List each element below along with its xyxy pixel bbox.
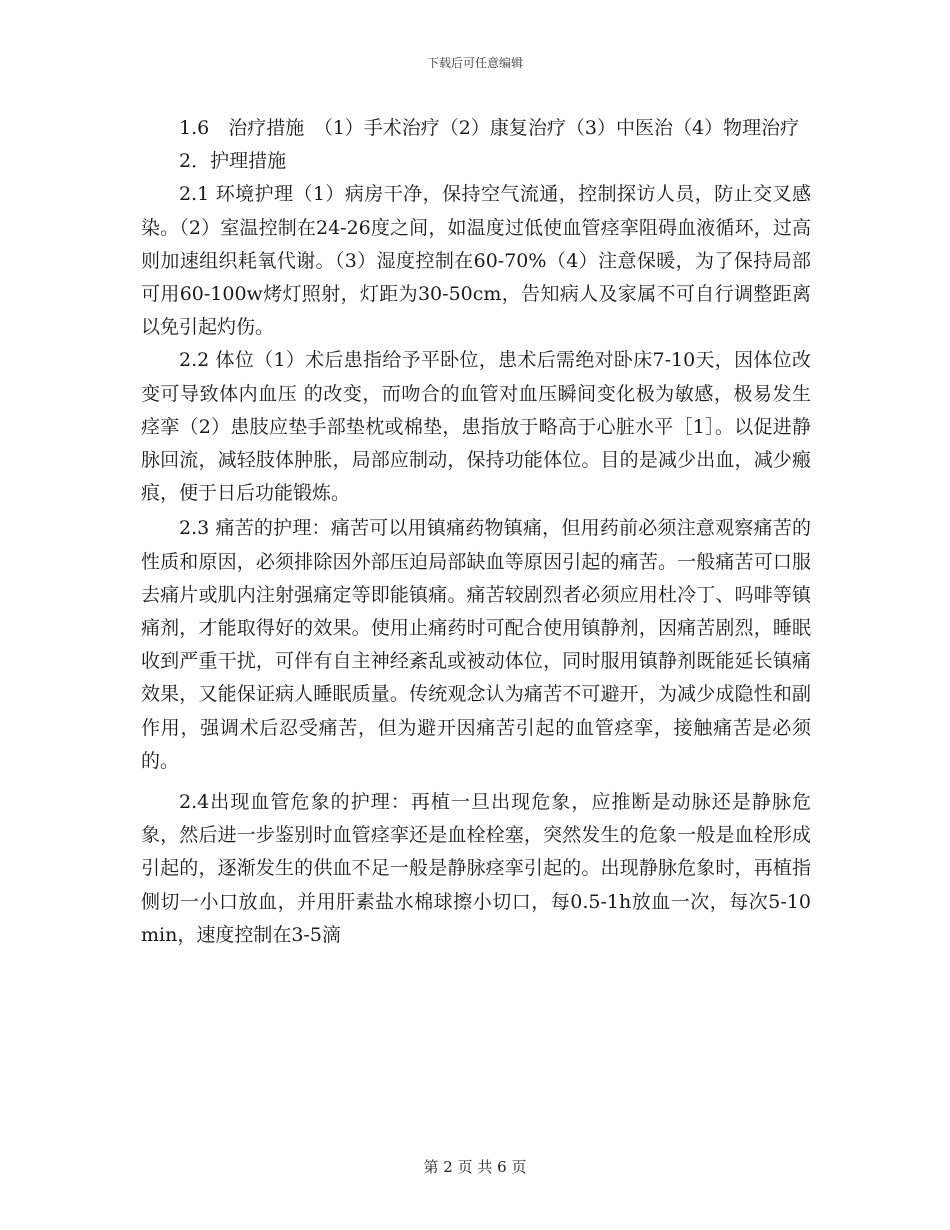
paragraph-pain-care: 2.3 痛苦的护理：痛苦可以用镇痛药物镇痛，但用药前必须注意观察痛苦的性质和原因，必须排除因外部压迫局部缺血等原因引起的痛苦。一般痛苦可口服去痛片或肌内注射强痛定等即能镇痛。痛苦较剧烈者必须应用杜冷丁、吗啡等镇痛剂，才能取得好的效果。使用止痛药时可配合使用镇静剂，因痛苦剧烈，睡眠收到严重干扰，可伴有自主神经紊乱或被动体位，同时服用镇静剂既能延长镇痛效果，又能保证病人睡眠质量。传统观念认为痛苦不可避开，为减少成隐性和副作用，强调术后忍受痛苦，但为避开因痛苦引起的血管痉挛，接触痛苦是必须的。 bbox=[141, 517, 811, 772]
paragraph-nursing-measures-heading: 2．护理措施 bbox=[179, 150, 287, 173]
paragraph-treatment-measures: 1.6 治疗措施 （1）手术治疗（2）康复治疗（3）中医治（4）物理治疗 bbox=[179, 117, 800, 139]
paragraph-body-position: 2.2 体位（1）术后患指给予平卧位，患术后需绝对卧床7-10天，因体位改变可导致体内血压 的改变，而吻合的血管对血压瞬间变化极为敏感，极易发生痉挛（2）患肢应垫手部垫枕或棉垫，患指放于略高于心脏水平［1］。以促进静脉回流，减轻肢体肿胀，局部应制动，保持功能体位。目的是减少出血，减少瘢痕，便于日后功能锻炼。 bbox=[141, 349, 811, 505]
document-body bbox=[141, 112, 811, 952]
page-footer: 第 2 页 共 6 页 bbox=[423, 1158, 527, 1176]
paragraph-vascular-crisis-care: 2.4出现血管危象的护理：再植一旦出现危象，应推断是动脉还是静脉危象，然后进一步鉴别时血管痉挛还是血栓栓塞，突然发生的危象一般是血栓形成引起的，逐渐发生的供血不足一般是静脉痉挛引起的。出现静脉危象时，再植指侧切一小口放血，并用肝素盐水棉球擦小切口，每0.5-1h放血一次，每次5-10min，速度控制在3-5滴 bbox=[141, 791, 811, 946]
page-header: 下载后可任意编辑 bbox=[426, 56, 523, 70]
paragraph-environment-care: 2.1 环境护理（1）病房干净，保持空气流通，控制探访人员，防止交叉感染。（2）室温控制在24-26度之间，如温度过低使血管痉挛阻碍血液循环，过高则加速组织耗氧代谢。（3）湿度控制在60-70%（4）注意保暖，为了保持局部可用60-100w烤灯照射，灯距为30-50cm，告知病人及家属不可自行调整距离以免引起灼伤。 bbox=[141, 183, 811, 339]
